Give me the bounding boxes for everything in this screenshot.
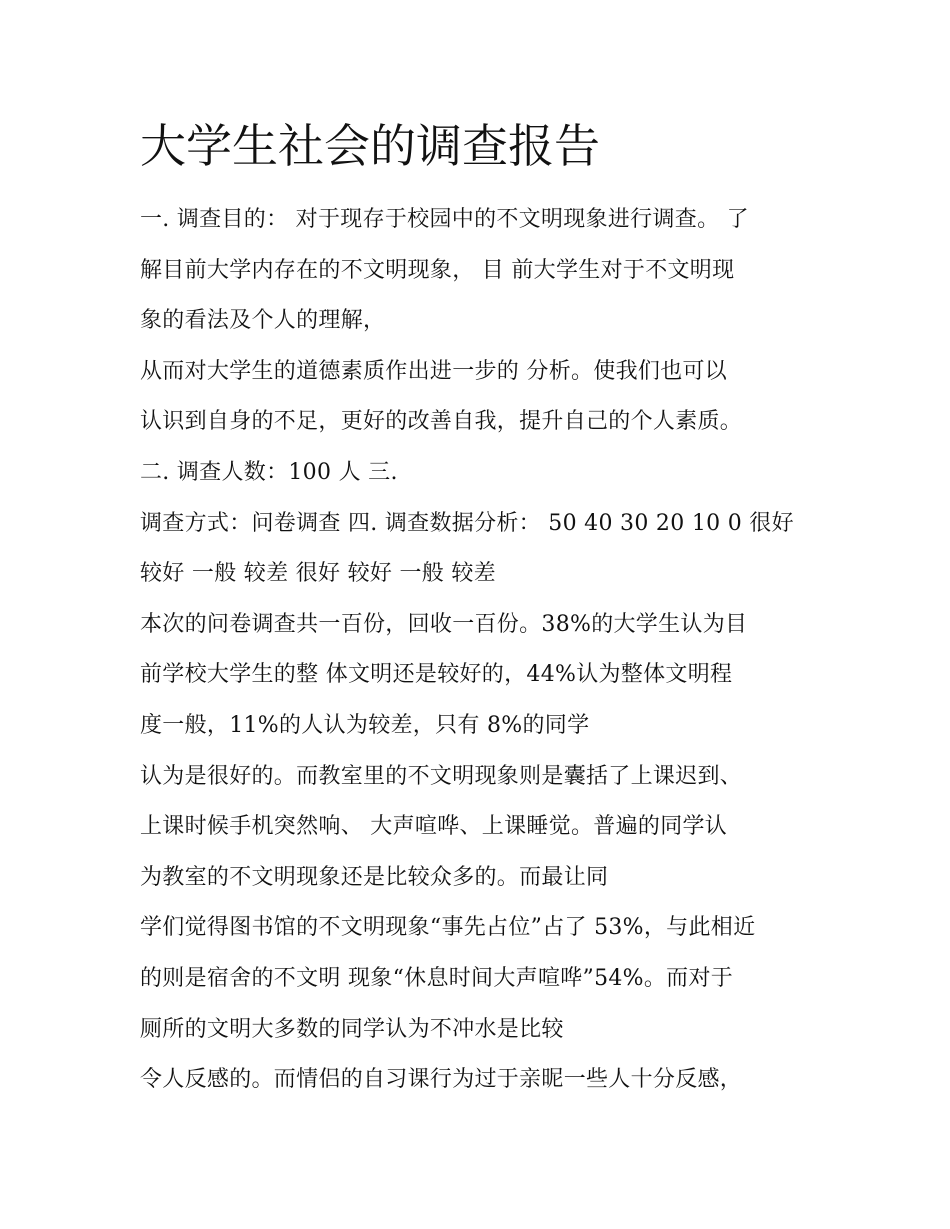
text-line: 前学校大学生的整 体文明还是较好的，44%认为整体文明程: [140, 662, 733, 688]
text-line: 为教室的不文明现象还是比较众多的。而最让同: [140, 864, 609, 890]
text-line: 从而对大学生的道德素质作出进一步的 分析。使我们也可以: [140, 358, 728, 384]
text-line: 较好 一般 较差 很好 较好 一般 较差: [140, 561, 496, 587]
text-line: 令人反感的。而情侣的自习课行为过于亲昵一些人十分反感，: [140, 1067, 743, 1093]
page-title: 大学生社会的调查报告: [140, 119, 600, 173]
text-line: 象的看法及个人的理解，: [140, 308, 386, 334]
text-line: 本次的问卷调查共一百份，回收一百份。38%的大学生认为目: [140, 611, 748, 637]
text-line: 上课时候手机突然响、 大声喧哗、上课睡觉。普遍的同学认: [140, 814, 728, 840]
text-line: 认为是很好的。而教室里的不文明现象则是囊括了上课迟到、: [140, 763, 743, 789]
text-line: 二. 调查人数：100 人 三.: [140, 459, 398, 485]
text-line: 厕所的文明大多数的同学认为不冲水是比较: [140, 1016, 564, 1042]
text-line: 度一般，11%的人认为较差，只有 8%的同学: [140, 712, 590, 738]
text-line: 的则是宿舍的不文明 现象“休息时间大声喧哗”54%。而对于: [140, 965, 734, 991]
text-line: 解目前大学内存在的不文明现象， 目 前大学生对于不文明现: [140, 257, 735, 283]
text-line: 调查方式：问卷调查 四. 调查数据分析： 50 40 30 20 10 0 很好: [140, 510, 794, 536]
body-text: [140, 195, 820, 1106]
text-line: 学们觉得图书馆的不文明现象“事先占位”占了 53%，与此相近: [140, 915, 756, 941]
text-line: 认识到自身的不足，更好的改善自我，提升自己的个人素质。: [140, 409, 743, 435]
text-line: 一. 调查目的： 对于现存于校园中的不文明现象进行调查。 了: [140, 207, 749, 232]
